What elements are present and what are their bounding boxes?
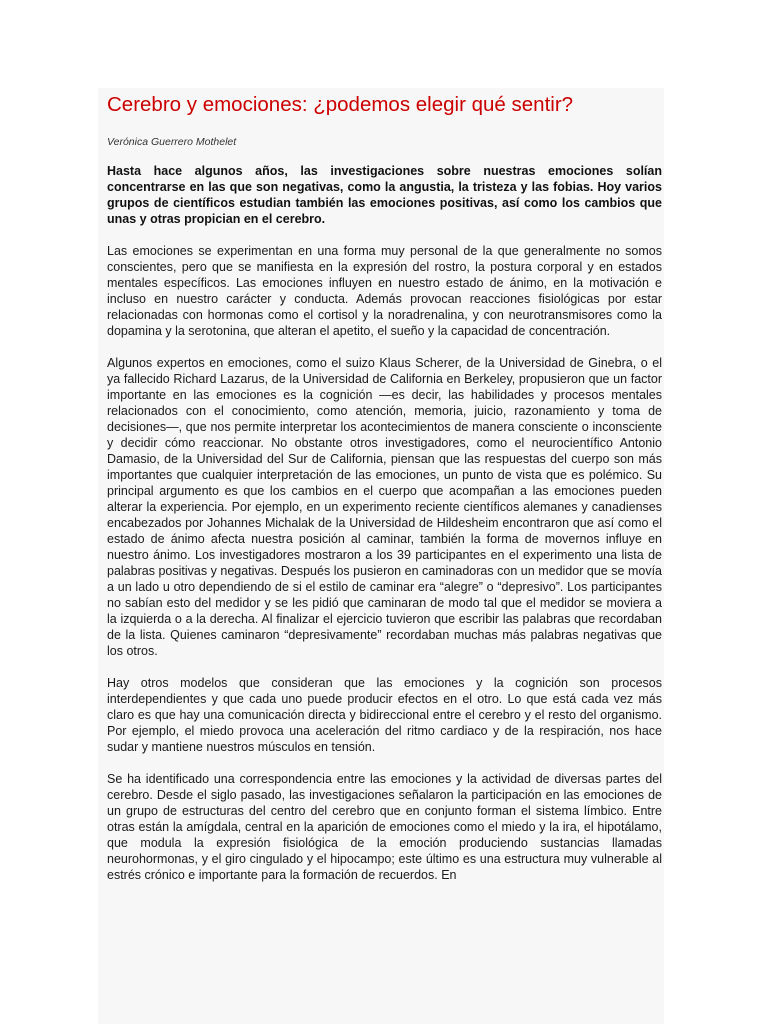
article-paragraph: Las emociones se experimentan en una forma muy personal de la que generalmente no somos conscientes, pero que se manifiesta en la expresión del rostro, la postura corporal y en estados mentales específicos. Las emociones influyen en nuestro estado de ánimo, en la motivación e incluso en nuestro carácter y conducta. Además provocan reacciones fisiológicas por estar relacionadas con hormonas como el cortisol y la noradrenalina, y con neurotransmisores como la dopamina y la serotonina, que alteran el apetito, el sueño y la capacidad de concentración. [107, 244, 662, 338]
article-paragraph: Hay otros modelos que consideran que las emociones y la cognición son procesos interdependientes y que cada uno puede producir efectos en el otro. Lo que está cada vez más claro es que hay una comunicación directa y bidireccional entre el cerebro y el resto del organismo. Por ejemplo, el miedo provoca una aceleración del ritmo cardiaco y de la respiración, nos hace sudar y mantiene nuestros músculos en tensión. [107, 676, 662, 754]
article [107, 92, 662, 883]
article-author: Verónica Guerrero Mothelet [107, 136, 237, 148]
article-paragraph: Se ha identificado una correspondencia entre las emociones y la actividad de diversas partes del cerebro. Desde el siglo pasado, las investigaciones señalaron la participación en las emociones de un grupo de estructuras del centro del cerebro que en conjunto forman el sistema límbico. Entre otras están la amígdala, central en la aparición de emociones como el miedo y la ira, el hipotálamo, que modula la expresión fisiológica de la emoción produciendo sustancias llamadas neurohormonas, y el giro cingulado y el hipocampo; este último es una estructura muy vulnerable al estrés crónico e importante para la formación de recuerdos. En [107, 772, 662, 882]
article-paragraph: Algunos expertos en emociones, como el suizo Klaus Scherer, de la Universidad de Ginebra, o el ya fallecido Richard Lazarus, de la Universidad de California en Berkeley, propusieron que un factor importante en las emociones es la cognición —es decir, las habilidades y procesos mentales relacionados con el conocimiento, como atención, memoria, juicio, razonamiento y toma de decisiones—, que nos permite interpretar los acontecimientos de manera consciente o inconsciente y decidir cómo reaccionar. No obstante otros investigadores, como el neurocientífico Antonio Damasio, de la Universidad del Sur de California, piensan que las respuestas del cuerpo son más importantes que cualquier interpretación de las emociones, un punto de vista que es polémico. Su principal argumento es que los cambios en el cuerpo que acompañan a las emociones pueden alterar la experiencia. Por ejemplo, en un experimento reciente científicos alemanes y canadienses encabezados por Johannes Michalak de la Universidad de Hildesheim encontraron que así como el estado de ánimo afecta nuestra posición al caminar, también la forma de movernos influye en nuestro ánimo. Los investigadores mostraron a los 39 participantes en el experimento una lista de palabras positivas y negativas. Después los pusieron en caminadoras con un medidor que se movía a un lado u otro dependiendo de si el estilo de caminar era “alegre” o “depresivo”. Los participantes no sabían esto del medidor y se les pidió que caminaran de modo tal que el medidor se moviera a la izquierda o a la derecha. Al finalizar el ejercicio tuvieron que escribir las palabras que recordaban de la lista. Quienes caminaron “depresivamente” recordaban muchas más palabras negativas que los otros. [107, 356, 662, 658]
article-lead: Hasta hace algunos años, las investigaciones sobre nuestras emociones solían concentrarse en las que son negativas, como la angustia, la tristeza y las fobias. Hoy varios grupos de científicos estudian también las emociones positivas, así como los cambios que unas y otras propician en el cerebro. [107, 164, 662, 226]
article-title: Cerebro y emociones: ¿podemos elegir qué sentir? [107, 93, 574, 116]
